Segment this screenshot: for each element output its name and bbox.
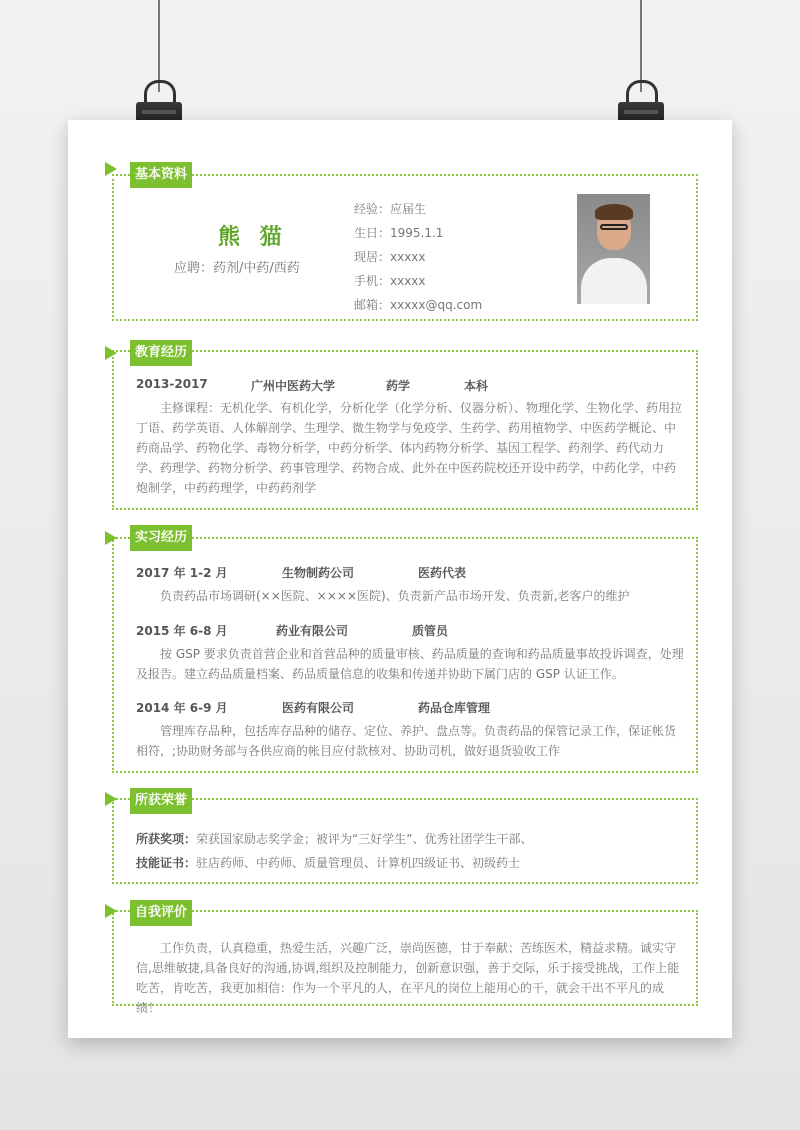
- intern-2-role: 质管员: [412, 624, 449, 638]
- info-experience: 经验：应届生: [354, 202, 427, 216]
- intern-3-desc: 管理库存品种，包括库存品种的储存、定位、养护、盘点等。负责药品的保管记录工作，保证帐货相符，;协助财务部与各供应商的帐目应付款核对、协助司机，做好退货验收工作: [136, 724, 677, 758]
- section-tag-honors: 所获荣誉: [130, 788, 192, 814]
- awards-text: 荣获国家励志奖学金；被评为“三好学生”、优秀社团学生干部、: [196, 832, 533, 846]
- intern-1-period: 2017 年 1-2 月: [136, 566, 228, 580]
- hanging-string-left: [158, 0, 160, 92]
- arrow-icon: [105, 792, 117, 806]
- certs-label: 技能证书：: [136, 856, 197, 870]
- edu-major: 药学: [386, 379, 411, 393]
- intern-1-desc: 负责药品市场调研(××医院、××××医院)、负责新产品市场开发、负责新,老客户的维护: [160, 589, 630, 603]
- candidate-name: 熊 猫: [218, 225, 288, 250]
- edu-school: 广州中医药大学: [251, 379, 336, 393]
- info-email: 邮箱：xxxxx@qq.com: [354, 298, 483, 312]
- arrow-icon: [105, 904, 117, 918]
- intern-3-role: 药品仓库管理: [418, 701, 491, 715]
- intern-1-role: 医药代表: [418, 566, 467, 580]
- intern-2-company: 药业有限公司: [276, 624, 349, 638]
- self-eval-text: 工作负责，认真稳重，热爱生活，兴趣广泛，崇尚医德，甘于奉献；苦练医术，精益求精。诚实守信,思维敏捷,具备良好的沟通,协调,组织及控制能力，创新意识强，善于交际，乐于接受挑战，工作上能吃苦，肯吃苦，我更加相信：作为一个平凡的人，在平凡的岗位上能用心的干，就会干出不平凡的成绩！: [136, 941, 680, 1015]
- certs-text: 驻店药师、中药师、质量管理员、计算机四级证书、初级药士: [196, 856, 521, 870]
- arrow-icon: [105, 162, 117, 176]
- edu-period: 2013-2017: [136, 377, 208, 391]
- apply-position: 应聘：药剂/中药/西药: [174, 261, 300, 276]
- section-tag-self: 自我评价: [130, 900, 192, 926]
- intern-1-company: 生物制药公司: [282, 566, 355, 580]
- section-tag-internship: 实习经历: [130, 525, 192, 551]
- edu-degree: 本科: [464, 379, 489, 393]
- profile-photo: [577, 194, 650, 304]
- info-residence: 现居：xxxxx: [354, 250, 426, 264]
- section-tag-education: 教育经历: [130, 340, 192, 366]
- info-phone: 手机：xxxxx: [354, 274, 426, 288]
- honors-certs-line: [136, 854, 520, 871]
- intern-2-desc: 按 GSP 要求负责首营企业和首营品种的质量审核、药品质量的查询和药品质量事故投诉调查，处理及报告。建立药品质量档案、药品质量信息的收集和传递并协助下属门店的 GSP 认证工作。: [136, 647, 684, 681]
- arrow-icon: [105, 346, 117, 360]
- arrow-icon: [105, 531, 117, 545]
- honors-awards-line: [136, 830, 532, 847]
- intern-3-period: 2014 年 6-9 月: [136, 701, 228, 715]
- intern-3-company: 医药有限公司: [282, 701, 355, 715]
- info-birthday: 生日：1995.1.1: [354, 226, 444, 240]
- awards-label: 所获奖项：: [136, 832, 197, 846]
- edu-courses: 主修课程：无机化学、有机化学，分析化学（化学分析、仪器分析）、物理化学、生物化学、药用拉丁语、药学英语、人体解剖学、生理学、微生物学与免疫学、生药学、药用植物学、中医药学概论、中药商品学、药物化学、毒物分析学，中药分析学、体内药物分析学、基因工程学、药剂学、药代动力学、药理学、药物分析学、药事管理学、药物合成、此外在中医药院校还开设中药学，中药化学，中药炮制学，中药药理学，中药药剂学: [136, 401, 683, 495]
- section-tag-basic: 基本资料: [130, 162, 192, 188]
- intern-2-period: 2015 年 6-8 月: [136, 624, 228, 638]
- resume-paper: [68, 120, 732, 1038]
- hanging-string-right: [640, 0, 642, 92]
